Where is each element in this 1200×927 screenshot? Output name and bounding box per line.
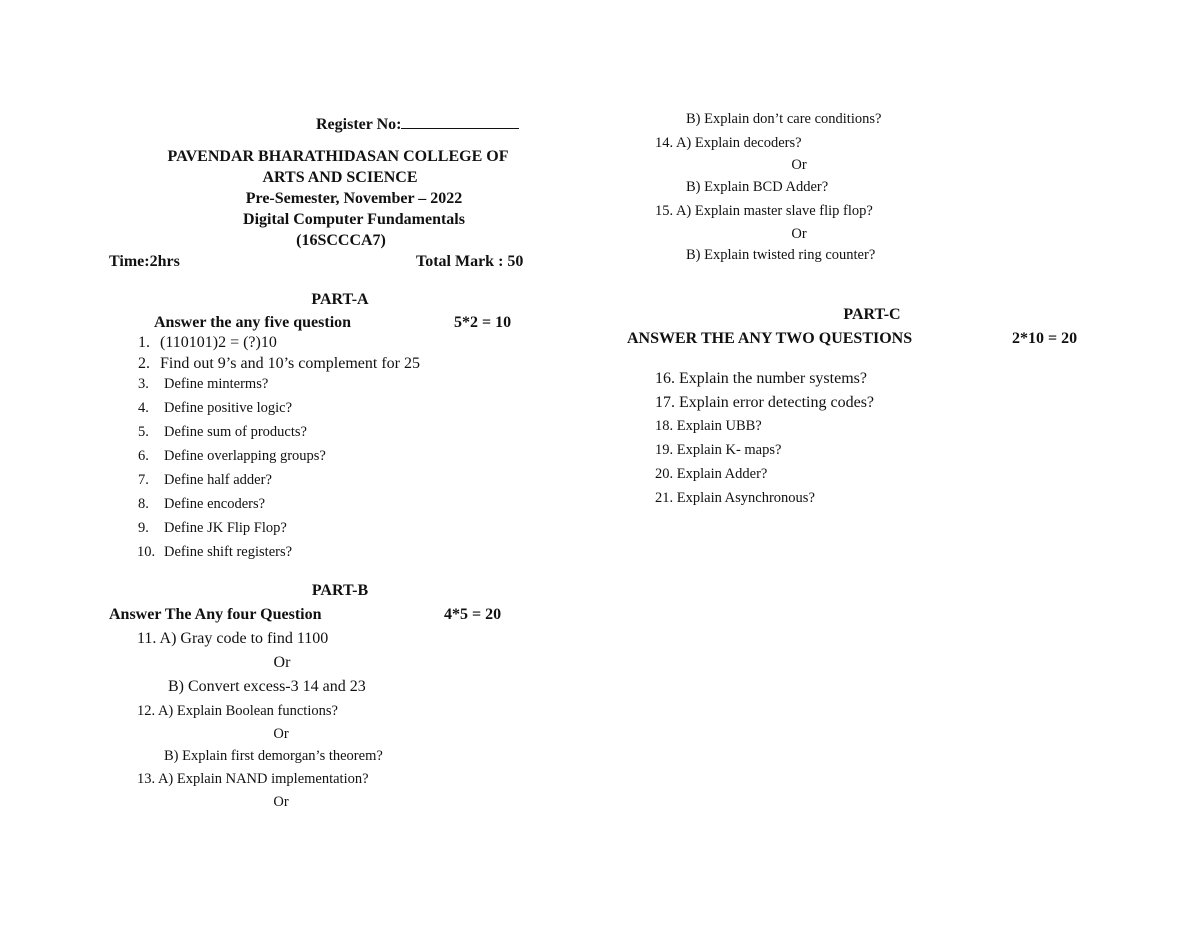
question-13-or: Or (273, 794, 289, 810)
list-item: 4. Define positive logic? (138, 400, 293, 416)
question-14-or: Or (791, 157, 807, 173)
total-mark: Total Mark : 50 (416, 253, 524, 270)
question-14b: B) Explain BCD Adder? (686, 179, 829, 195)
question-15b: B) Explain twisted ring counter? (686, 247, 876, 263)
question-13a: 13. A) Explain NAND implementation? (137, 771, 369, 787)
question-15a: 15. A) Explain master slave flip flop? (655, 203, 873, 219)
question-12a: 12. A) Explain Boolean functions? (137, 703, 338, 719)
part-c-instruction: ANSWER THE ANY TWO QUESTIONS (627, 330, 913, 347)
list-item: 2. Find out 9’s and 10’s complement for 25 (138, 355, 420, 372)
part-a-marks: 5*2 = 10 (454, 314, 512, 331)
question-11a: 11. A) Gray code to find 1100 (137, 630, 329, 647)
part-c-title: PART-C (843, 306, 901, 323)
question-12-or: Or (273, 726, 289, 742)
subject-title: Digital Computer Fundamentals (243, 211, 465, 228)
list-item: 16. Explain the number systems? (655, 370, 867, 387)
exam-time: Time:2hrs (109, 253, 180, 270)
register-number-blank (401, 114, 519, 129)
register-number-label: Register No: (316, 114, 519, 133)
question-11b: B) Convert excess-3 14 and 23 (168, 678, 366, 695)
subject-code: (16SCCCA7) (296, 232, 386, 249)
list-item: 18. Explain UBB? (655, 418, 762, 434)
list-item: 3. Define minterms? (138, 376, 269, 392)
question-12b: B) Explain first demorgan’s theorem? (164, 748, 383, 764)
part-a-instruction: Answer the any five question (154, 314, 352, 331)
list-item: 20. Explain Adder? (655, 466, 768, 482)
list-item: 17. Explain error detecting codes? (655, 394, 875, 411)
list-item: 8. Define encoders? (138, 496, 266, 512)
part-a-title: PART-A (311, 291, 369, 308)
question-14a: 14. A) Explain decoders? (655, 135, 802, 151)
list-item: 19. Explain K- maps? (655, 442, 782, 458)
list-item: 21. Explain Asynchronous? (655, 490, 815, 506)
exam-title: Pre-Semester, November – 2022 (245, 190, 463, 207)
part-b-title: PART-B (311, 582, 369, 599)
part-b-instruction: Answer The Any four Question (109, 606, 322, 623)
list-item: 5. Define sum of products? (138, 424, 307, 440)
college-name-line1: PAVENDAR BHARATHIDASAN COLLEGE OF (167, 148, 509, 165)
part-c-marks: 2*10 = 20 (1012, 330, 1078, 347)
list-item: 10. Define shift registers? (137, 544, 293, 560)
part-b-marks: 4*5 = 20 (444, 606, 502, 623)
list-item: 7. Define half adder? (138, 472, 272, 488)
question-11-or: Or (273, 654, 291, 671)
question-15-or: Or (791, 226, 807, 242)
college-name-line2: ARTS AND SCIENCE (262, 169, 418, 186)
list-item: 9. Define JK Flip Flop? (138, 520, 287, 536)
list-item: 6. Define overlapping groups? (138, 448, 326, 464)
list-item: 1. (110101)2 = (?)10 (138, 334, 277, 351)
question-13b: B) Explain don’t care conditions? (686, 111, 882, 127)
